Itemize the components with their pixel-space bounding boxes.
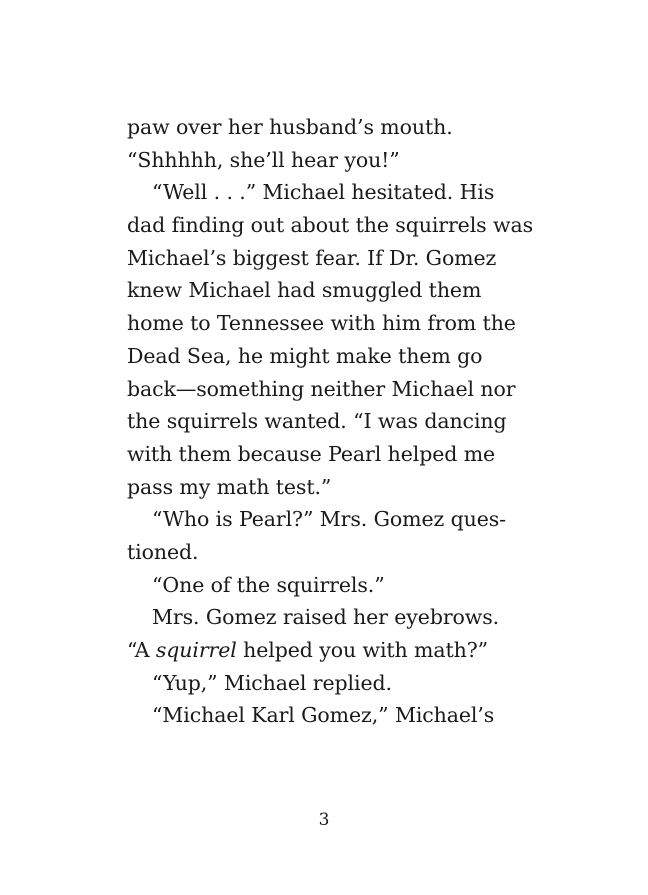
page-number: 3 — [318, 810, 330, 830]
text-line: knew Michael had smuggled them — [127, 278, 482, 303]
text-line: “One of the squirrels.” — [152, 572, 385, 597]
text-line: with them because Pearl helped me — [127, 441, 496, 466]
text-segment: helped you with math?” — [236, 638, 489, 662]
italic-word: squirrel — [155, 638, 237, 662]
text-line: “Who is Pearl?” Mrs. Gomez ques- — [152, 507, 506, 532]
text-line: paw over her husband’s mouth. — [127, 115, 453, 139]
text-line: the squirrels wanted. “I was dancing — [127, 409, 507, 434]
text-line: dad finding out about the squirrels was — [127, 213, 534, 238]
text-line: Michael’s biggest fear. If Dr. Gomez — [127, 245, 497, 270]
text-line: pass my math test.” — [127, 474, 332, 499]
text-line: “Michael Karl Gomez,” Michael’s — [152, 703, 495, 728]
text-line: “Shhhhh, she’ll hear you!” — [127, 147, 400, 172]
text-line: “Yup,” Michael replied. — [152, 670, 392, 695]
text-line: tioned. — [127, 539, 199, 564]
text-line: Dead Sea, he might make them go — [127, 343, 483, 368]
text-line: “Well . . .” Michael hesitated. His — [152, 180, 495, 205]
text-segment: “A — [127, 638, 156, 662]
page-body — [127, 111, 547, 732]
text-line: back—something neither Michael nor — [127, 376, 516, 401]
text-line: Mrs. Gomez raised her eyebrows. — [152, 605, 500, 630]
text-line: home to Tennessee with him from the — [127, 311, 516, 336]
text-line-with-italic — [127, 634, 547, 667]
